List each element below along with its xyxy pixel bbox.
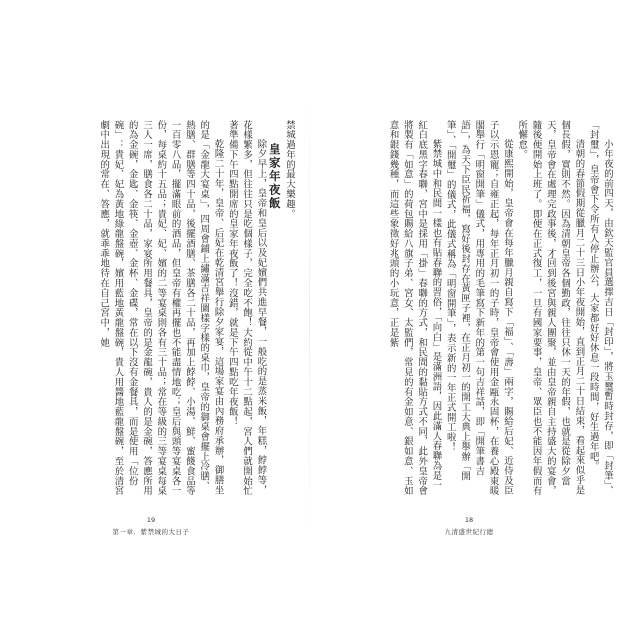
right-page-body (324, 120, 614, 500)
paragraph: 除夕早上，皇帝和皇后以及妃嬪們共進早餐，一般吃的是蒸米飯，年糕，餑餑等，花樣繁多，但往往只是吃個樣子，完全吃不飽！大約從中午十二點起，宮人們就開始忙著準備下午四點開席的皇家年夜飯了！沒錯，就是下午四點吃年夜飯！ (226, 120, 267, 496)
page-number: 18 (464, 516, 474, 524)
paragraph: 從康熙開始，皇帝會在每年臘月親自寫下「福」、「壽」兩字，賜給后妃、近侍及臣子以示恩寵；自雍正起，每年正月初一的子時，皇帝會使用金甌永固杯，在養心殿東暖閣舉行「明窗開筆」儀式，用專用的毛筆寫下新年的第一句吉祥話，即「開筆書吉語」，為天下臣民祈福，寫好後封存在黃匣子裡，在正月初一的開工大典上舉辦「開筆」、「開璽」的儀式，此儀式稱為「明窗開筆」，表示新的一年正式開工啦！ (444, 120, 513, 496)
right-page (324, 120, 614, 500)
book-gutter (309, 80, 310, 550)
right-page-footer (324, 516, 614, 536)
running-head: 第一章．紫禁城的大日子 (112, 528, 190, 536)
paragraph: 乾隆二十年，皇帝、后妃在乾清宮舉行除夕家宴，這場家宴由內務府承辦，御膳坐的是「金龍大宴桌」，四周會鋪上繡滿吉祥圖樣字樣的桌巾，皇帝的御桌會擺上冷膳、熱膳、群膳等四十品，後擺酒膳、茶膳各二十品，再加上餑餑、小湯、鮮、蜜餞食品等一百零八品，擺滿眼前的酒品，但皇帝有權再擺也不能盡情地吃；皇后與頭等宴桌各一份，每桌約十五品；貴妃、妃、嬪的二等宴桌則各有三十品；常在等級的三等宴桌每桌三人一席，膳食各二十品，家宴所用餐具，皇帝的是金龍碗，貴人的是金碗，答應所用的為金碗，金匙、金筷、金壺、金杯、金碟，常在以下沒有金餐具，而是使用「位份碗」：貴妃、妃為黃地綠龍盤碗，嬪用藍地黃龍盤碗，貴人用醬地藍龍盤碗，至於清宮劇中出現的常在、答應，就乖乖地待在自己宮中，她 (98, 120, 224, 496)
paragraph: 禁城過年的最大樂趣。 (284, 120, 295, 219)
left-page-body (6, 120, 296, 500)
paragraph: 紫禁城中和民間一樣也有貼春聯的習俗，「向白」是滿洲語，因此滿人春聯為是一紅白底黑字春聯，宮中是採用「掛」春聯的方式，和民間的黏貼方式不同，此外皇帝會將製有「如意」的荷包賜給八旗子弟、宮女、太監們，常見的有金如意、銀如意、玉如意和銀錢幾種，而這些象徵好兆頭的小玩意，正是紫 (387, 120, 442, 496)
page-number: 19 (146, 516, 156, 524)
left-page-footer (6, 516, 296, 536)
running-head: 九清盛世紀行總 (444, 528, 494, 536)
paragraph: 清朝的春節假期從臘月二十三日小年夜開始，直到正月二十日結束，看起來似乎是個長假，實則不然。因為清朝皇帝各個勤政，往往只休一天的年假，也就是從除夕當天，皇帝會在處理完政事後，才回到後宮與親人團聚，並由皇帝親自主持盛大的宴會，隨後便開始上班了。即便在正式復工，一旦有國家要事，皇帝、眾臣也不能因年假而有所懈怠。 (516, 120, 585, 496)
paragraph: 小年夜的前四天，由欽天監官員選擇吉日「封印」，將玉璽暫時封存，即「封筆」、「封璽」，皇帝會下令所有人停止辦公，大家都好好休息一段時間，好生過年吧。 (587, 120, 613, 496)
left-page (6, 120, 296, 500)
section-title: 皇家年夜飯 (267, 143, 282, 211)
